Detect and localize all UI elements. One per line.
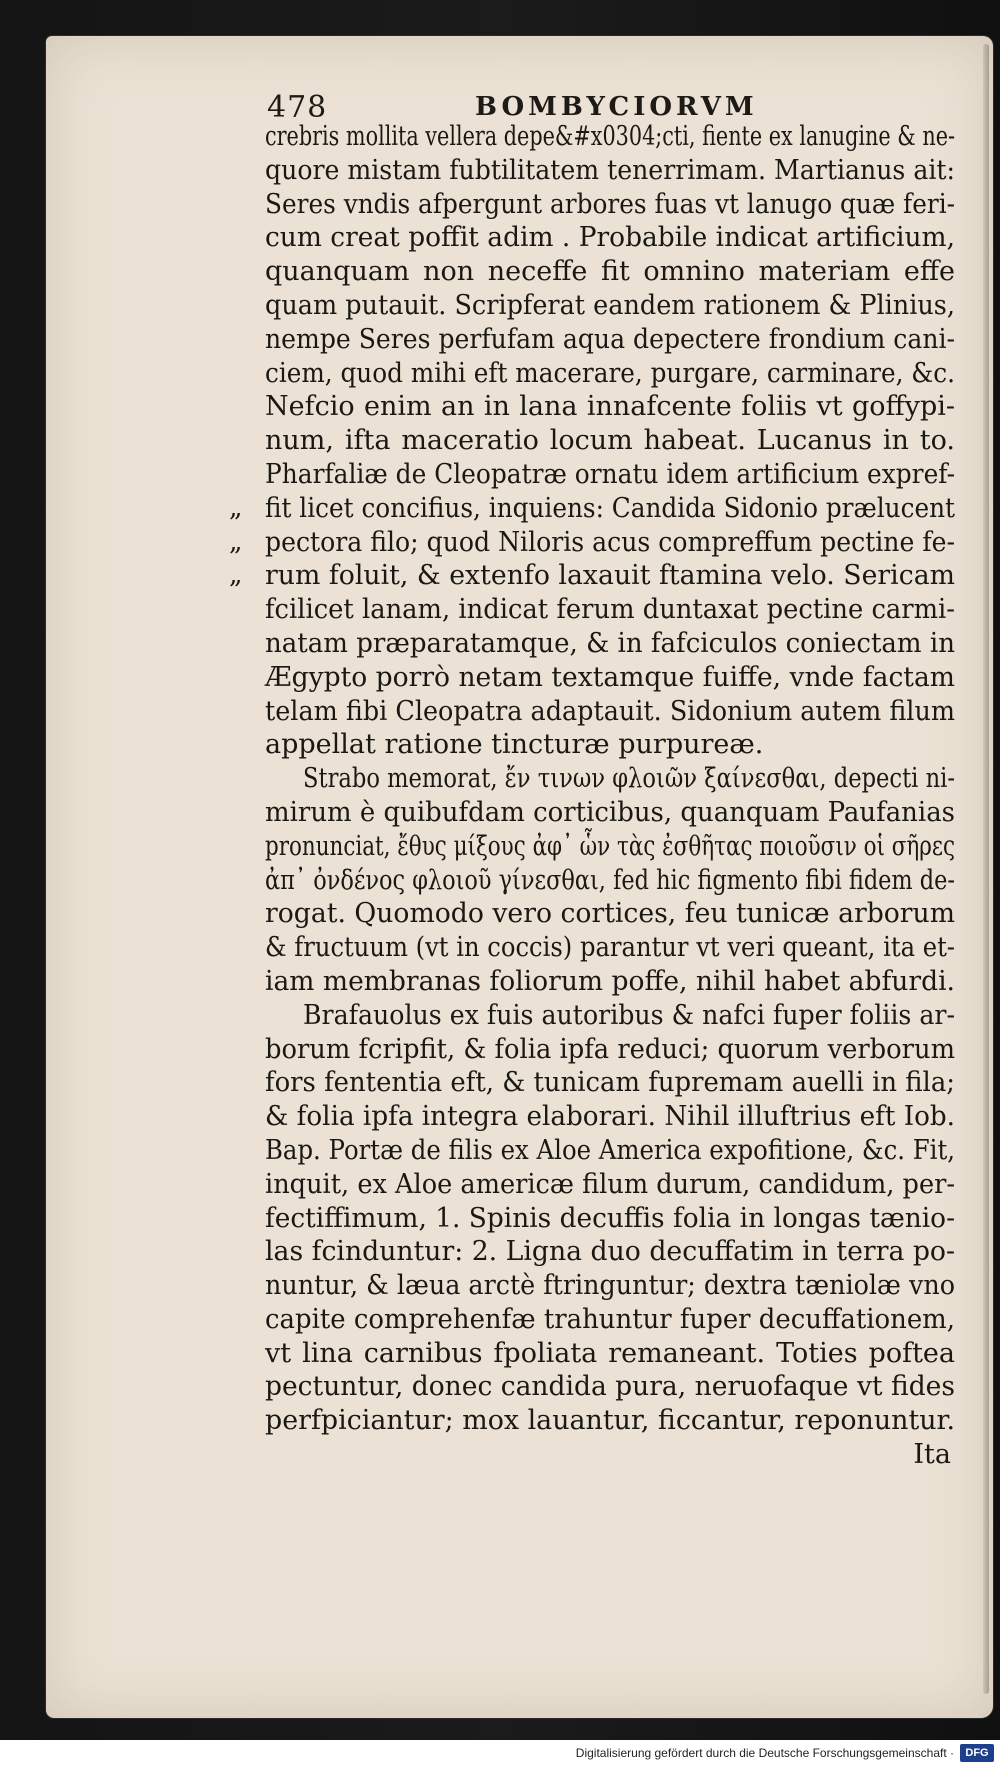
text-line-content: rogat. Quomodo vero cortices, feu tunicæ arborum [265, 898, 955, 930]
text-line-content: fit licet concifius, inquiens: Candida Sidonio prælucent [265, 492, 955, 524]
text-line-content: iam membranas foliorum poffe, nihil habet abfurdi. [265, 965, 955, 997]
text-line [265, 931, 955, 965]
text-line [265, 1235, 955, 1269]
text-line-content: nempe Seres perfufam aqua depectere frondium cani- [265, 323, 955, 355]
quotation-marker: „ [229, 560, 243, 591]
text-line-content: natam præparatamque, & in fafciculos coniectam in [265, 627, 955, 659]
text-line-content: & fructuum (vt in coccis) parantur vt veri queant, ita et- [265, 932, 955, 964]
text-line [265, 830, 955, 864]
text-line-content: las fcinduntur: 2. Ligna duo decuffatim in terra po- [265, 1236, 955, 1268]
text-line-content: mirum è quibufdam corticibus, quanquam Paufanias [265, 796, 955, 828]
text-line [265, 1269, 955, 1303]
text-line-content: Nefcio enim an in lana innafcente foliis vt goffypi- [265, 391, 955, 423]
text-line [265, 357, 955, 391]
text-line [265, 255, 955, 289]
text-line [265, 1337, 955, 1371]
text-line-content: ἀπ᾽ ὀνδένος φλοιοῦ γίνεσθαι, fed hic figmento fibi fidem de- [265, 864, 955, 896]
digitization-credit: Digitalisierung gefördert durch die Deutsche Forschungsgemeinschaft · [575, 1746, 954, 1760]
text-line [265, 1066, 955, 1100]
text-line-content: fors fententia eft, & tunicam fupremam auelli in fila; [265, 1067, 955, 1099]
text-line-content: pectora filo; quod Niloris acus compreffum pectine fe- [265, 526, 955, 558]
text-line-content: & folia ipfa integra elaborari. Nihil illuftrius eft Iob. [265, 1101, 955, 1133]
text-line [265, 897, 955, 931]
text-line [265, 695, 955, 729]
text-line-content: Pharfaliæ de Cleopatræ ornatu idem artificium expref- [265, 458, 955, 490]
text-line [265, 1404, 955, 1438]
text-line [265, 965, 955, 999]
text-line [265, 120, 955, 154]
dfg-logo: DFG [960, 1744, 994, 1762]
text-line-content: ciem, quod mihi eft macerare, purgare, carminare, &c. [265, 357, 955, 389]
text-line-content: quore mistam fubtilitatem tenerrimam. Martianus ait: [265, 154, 955, 186]
text-line [229, 559, 955, 593]
text-line-content: fectiffimum, 1. Spinis decuffis folia in longas tænio- [265, 1202, 955, 1234]
text-line-content: capite comprehenfæ trahuntur fuper decuffationem, [265, 1303, 955, 1335]
text-line-content: Seres vndis afpergunt arbores fuas vt lanugo quæ feri- [265, 188, 955, 220]
text-line [265, 1202, 955, 1236]
footer-bar [0, 1740, 1000, 1770]
text-line-content: cum creat poffit adim . Probabile indicat artificium, [265, 222, 955, 254]
text-line [265, 323, 955, 357]
text-line-content: Bap. Portæ de filis ex Aloe America expofitione, &c. Fit, [265, 1134, 955, 1166]
text-line-content: borum fcripfit, & folia ipfa reduci; quorum verborum [265, 1033, 955, 1065]
text-line-content: Strabo memorat, ἔν τινων φλοιῶν ξαίνεσθαι, depecti ni- [303, 763, 955, 795]
text-line [265, 458, 955, 492]
text-line [265, 1438, 955, 1472]
quotation-marker: „ [229, 492, 243, 523]
text-line-content: fcilicet lanam, indicat ferum duntaxat pectine carmi- [265, 594, 955, 626]
text-line [229, 492, 955, 526]
text-line-content: pectuntur, donec candida pura, neruofaque vt fides [265, 1371, 955, 1403]
text-line [265, 1033, 955, 1067]
text-line [265, 796, 955, 830]
text-line [265, 154, 955, 188]
text-line-content: quanquam non neceffe fit omnino materiam effe [265, 256, 955, 288]
text-line-content: Brafauolus ex fuis autoribus & nafci fuper foliis ar- [303, 999, 955, 1031]
text-line [265, 1168, 955, 1202]
quotation-marker: „ [229, 526, 243, 557]
text-line-content: num, ifta maceratio locum habeat. Lucanus in to. [265, 425, 955, 457]
text-line [265, 390, 955, 424]
text-line [265, 999, 955, 1033]
text-line [265, 593, 955, 627]
text-line [265, 762, 955, 796]
text-line [265, 1303, 955, 1337]
text-line-content: pronunciat, ἔθυς μίξους ἀφ᾽ ὧν τὰς ἐσθῆτας ποιοῦσιν οἱ σῆρες [265, 830, 955, 862]
text-line-content: quam putauit. Scripferat eandem rationem & Plinius, [265, 289, 955, 321]
text-line-content: telam fibi Cleopatra adaptauit. Sidonium autem filum [265, 695, 955, 727]
text-line [229, 526, 955, 560]
body-text [229, 120, 955, 1472]
text-line-content: nuntur, & læua arctè ftringuntur; dextra tæniolæ vno [265, 1270, 955, 1302]
text-line-content: Ita [913, 1439, 951, 1471]
text-line-content: crebris mollita vellera depe&#x0304;cti, fiente ex lanugine & ne- [265, 121, 955, 152]
text-line-content: perfpiciantur; mox lauantur, ficcantur, reponuntur. [265, 1405, 955, 1437]
text-line [265, 661, 955, 695]
page-edge-shadow [983, 44, 989, 1694]
text-line [265, 627, 955, 661]
text-line-content: vt lina carnibus fpoliata remaneant. Toties poftea [265, 1337, 955, 1369]
page-number: 478 [267, 90, 328, 125]
text-line [265, 1370, 955, 1404]
text-line [265, 221, 955, 255]
text-line [265, 1100, 955, 1134]
text-line-content: appellat ratione tincturæ purpureæ. [265, 729, 764, 761]
text-line-content: rum foluit, & extenfo laxauit ftamina velo. Sericam [265, 560, 955, 592]
text-line [265, 289, 955, 323]
running-title: BOMBYCIORVM [475, 92, 758, 122]
text-line [265, 728, 955, 762]
text-line [265, 864, 955, 898]
text-line [265, 1134, 955, 1168]
text-line-content: Ægypto porrò netam textamque fuiffe, vnde factam [265, 661, 955, 693]
text-line [265, 188, 955, 222]
text-line-content: inquit, ex Aloe americæ filum durum, candidum, per- [265, 1168, 955, 1200]
text-line [265, 424, 955, 458]
